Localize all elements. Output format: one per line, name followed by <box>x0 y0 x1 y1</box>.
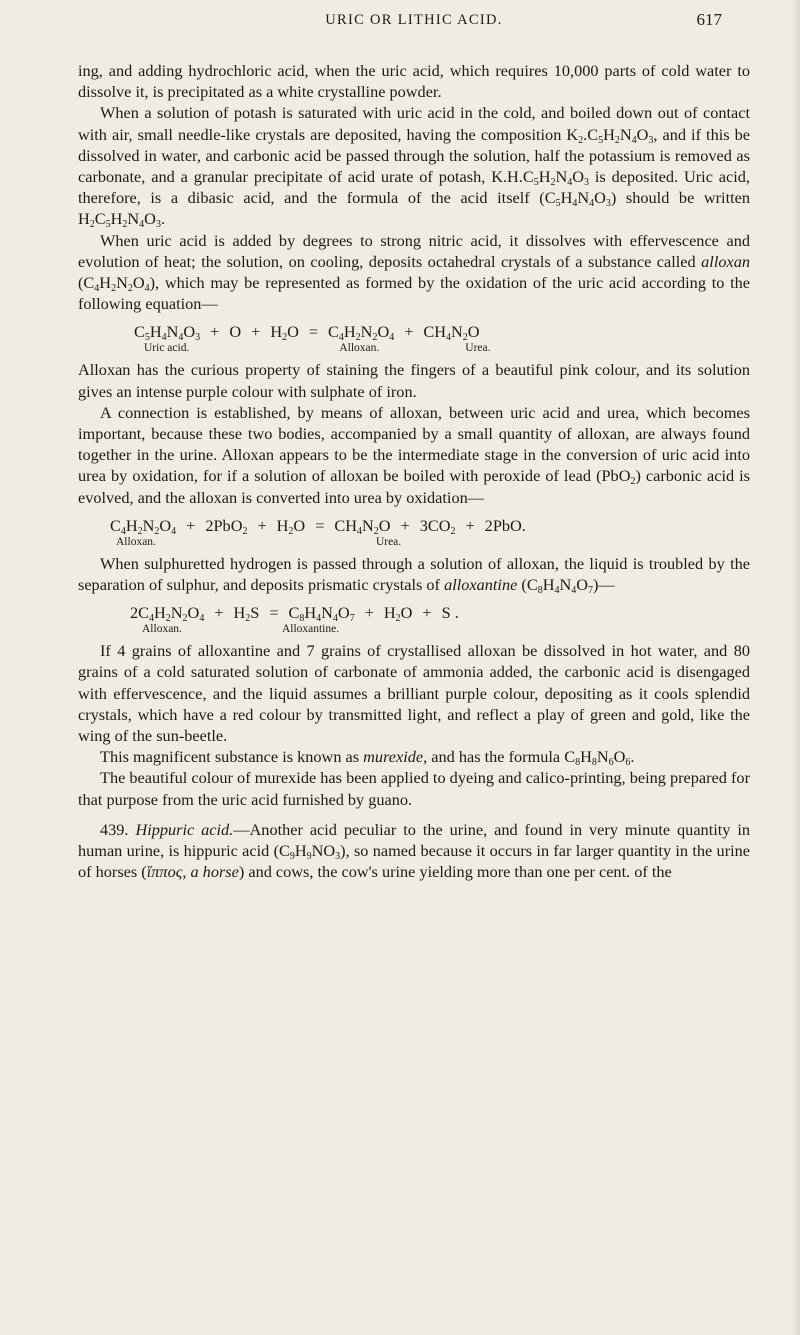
label-urea: Urea. <box>465 342 491 355</box>
formula: $K_2.C_5H_2N_4O_3$ <box>566 124 654 146</box>
equation-labels <box>110 623 750 636</box>
formula: $H_2C_5H_2N_4O_3$ <box>78 209 161 231</box>
label-alloxan: Alloxan. <box>142 623 182 636</box>
paragraph-murexide-name: This magnificent substance is known as murexide, and has the formula $C_8H_8N_6O_6$. <box>100 747 635 769</box>
formula: $C_9H_9NO_3$ <box>279 841 341 863</box>
paragraph-murexide-dyeing: The beautiful colour of murexide has been applied to dyeing and calico-printing, being prepared for that purpose from the uric acid furnished by guano. <box>78 768 750 809</box>
term-murexide: murexide <box>363 747 424 767</box>
label-alloxan: Alloxan. <box>116 535 156 548</box>
formula: $C_4H_2N_2O_4$ <box>83 273 150 295</box>
page-edge-shadow <box>790 0 800 1335</box>
page-body <box>78 60 750 883</box>
paragraph-potash-urate: When a solution of potash is saturated with uric acid in the cold, and boiled down out of contact with air, small needle-like crystals are deposited, having the composition $K_2.C_5H_2N_4O_3$, and if this be dissolved in water, and carbonic acid be passed through the solution, half the potassium is removed as carbonate, and a granular precipitate of acid urate of potash, $K.H.C_5H_2N_4O_3$ is deposited. Uric acid, therefore, is a dibasic acid, and the formula of the acid itself $(C_5H_4N_4O_3)$ should be written $H_2C_5H_2N_4O_3$. <box>78 103 750 231</box>
paragraph-alloxantine: When sulphuretted hydrogen is passed through a solution of alloxan, the liquid is troubled by the separation of sulphur, and deposits prismatic crystals of alloxantine $(C_8H_4N_4O_7)—$ <box>78 553 750 597</box>
page-header <box>78 0 750 36</box>
section-heading: Hippuric acid. <box>135 819 234 839</box>
paragraph-alloxan-formation: When uric acid is added by degrees to strong nitric acid, it dissolves with effervescence and evolution of heat; the solution, on cooling, deposits octahedral crystals of a substance called alloxan $(C_4H_2N_2O_4)$, which may be represented as formed by the oxidation of the uric acid according to the following equation— <box>78 230 750 314</box>
greek-word: ἵππος <box>146 862 183 882</box>
equation-labels <box>110 536 750 549</box>
gloss: a horse <box>190 862 239 882</box>
formula: $C_8H_8N_6O_6$. <box>564 747 635 769</box>
running-title: URIC OR LITHIC ACID. <box>325 12 503 28</box>
equation-uric-oxidation: $C_5H_4N_4O_3$ + O + $H_2O$ = $C_4H_2N_2O_4$ + $CH_4N_2O$ <box>134 322 480 344</box>
label-alloxan: Alloxan. <box>339 342 380 355</box>
equation-alloxan-to-urea: $C_4H_2N_2O_4$ + 2PbO$_2$ + $H_2O$ = $CH_4N_2O$ + $3CO_2$ + 2PbO. <box>110 515 526 537</box>
paragraph-alloxan-staining: Alloxan has the curious property of staining the fingers of a beautiful pink colour, and its solution gives an intense purple colour with sulphate of iron. <box>78 360 750 401</box>
label-alloxantine: Alloxantine. <box>281 623 340 636</box>
formula: $C_8H_4N_4O_7)—$ <box>526 575 615 597</box>
paragraph-alloxan-urea-connection: A connection is established, by means of alloxan, between uric acid and urea, which becomes important, because these two bodies, accompanied by a small quantity of alloxan, are always found together in the urine. Alloxan appears to be the intermediate stage in the conversion of uric acid into urea by oxidation, for if a solution of alloxan be boiled with peroxide of lead (PbO$_2$) carbonic acid is evolved, and the alloxan is converted into urea by oxidation— <box>78 402 751 507</box>
formula: PbO$_2$ <box>601 466 636 488</box>
term-alloxantine: alloxantine <box>444 575 518 595</box>
equation-term: $C_5H_4N_4O_3$ <box>134 322 201 344</box>
equation-labels <box>110 342 750 355</box>
label-urea: Urea. <box>375 535 402 548</box>
equation-alloxantine: $2C_4H_2N_2O_4$ + $H_2S$ = $C_8H_4N_4O_7$ + $H_2O$ + S . <box>130 603 459 625</box>
formula: $K.H.C_5H_2N_4O_3$ <box>491 167 590 189</box>
term-alloxan: alloxan <box>701 251 750 271</box>
page-number: 617 <box>696 10 722 29</box>
label-uric-acid: Uric acid. <box>144 342 190 355</box>
formula: $C_5H_4N_4O_3$ <box>544 188 611 210</box>
paragraph-murexide-preparation: If 4 grains of alloxantine and 7 grains of crystallised alloxan be dissolved in hot water, and 80 grains of a cold saturated solution of carbonate of ammonia added, the carbonic acid is disengaged with effervescence, and the liquid assumes a brilliant purple colour, depositing as it cools splendid crystals, which have a red colour by transmitted light, and reflect a play of green and gold, like the wing of the sun-beetle. <box>78 641 750 746</box>
paragraph-hippuric-acid: 439. Hippuric acid.—Another acid peculiar to the urine, and found in very minute quantity in human urine, is hippuric acid $(C_9H_9NO_3)$, so named because it occurs in far larger quantity in the urine of horses (ἵππος, a horse) and cows, the cow's urine yielding more than one per cent. of the <box>78 819 751 882</box>
section-number: 439. <box>100 819 129 839</box>
paragraph-precipitation: ing, and adding hydrochloric acid, when the uric acid, which requires 10,000 parts of cold water to dissolve it, is precipitated as a white crystalline powder. <box>78 61 750 102</box>
